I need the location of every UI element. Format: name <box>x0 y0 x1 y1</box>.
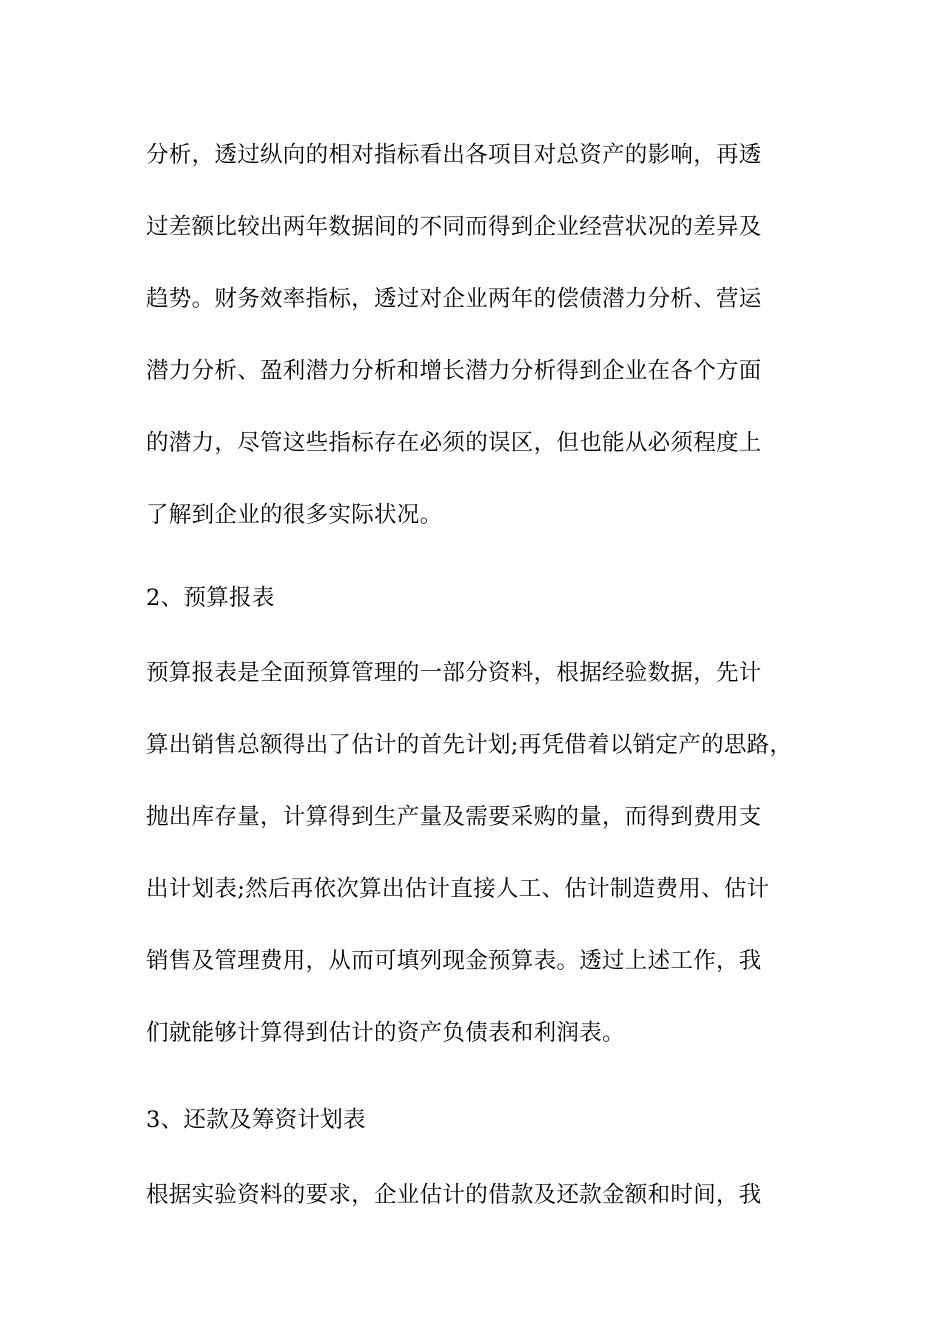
section-heading: 3、还款及筹资计划表 <box>146 1107 366 1133</box>
paragraph-line: 了解到企业的很多实际状况。 <box>146 502 443 528</box>
section-heading: 2、预算报表 <box>146 585 275 611</box>
paragraph-line: 预算报表是全面预算管理的一部分资料，根据经验数据，先计 <box>146 660 762 686</box>
paragraph-line: 销售及管理费用，从而可填列现金预算表。透过上述工作，我 <box>146 948 762 974</box>
paragraph-line: 抛出库存量，计算得到生产量及需要采购的量，而得到费用支 <box>146 804 762 830</box>
paragraph-line: 过差额比较出两年数据间的不同而得到企业经营状况的差异及 <box>146 214 762 240</box>
paragraph-line: 分析，透过纵向的相对指标看出各项目对总资产的影响，再透 <box>146 142 762 168</box>
paragraph-line: 潜力分析、盈利潜力分析和增长潜力分析得到企业在各个方面 <box>146 358 762 384</box>
paragraph-line: 根据实验资料的要求，企业估计的借款及还款金额和时间，我 <box>146 1182 762 1208</box>
paragraph-line: 们就能够计算得到估计的资产负债表和利润表。 <box>146 1020 625 1046</box>
paragraph-line: 趋势。财务效率指标，透过对企业两年的偿债潜力分析、营运 <box>146 286 762 312</box>
paragraph-line: 算出销售总额得出了估计的首先计划;再凭借着以销定产的思路， <box>146 732 793 758</box>
paragraph-line: 出计划表;然后再依次算出估计直接人工、估计制造费用、估计 <box>146 876 770 902</box>
paragraph-line: 的潜力，尽管这些指标存在必须的误区，但也能从必须程度上 <box>146 430 762 456</box>
